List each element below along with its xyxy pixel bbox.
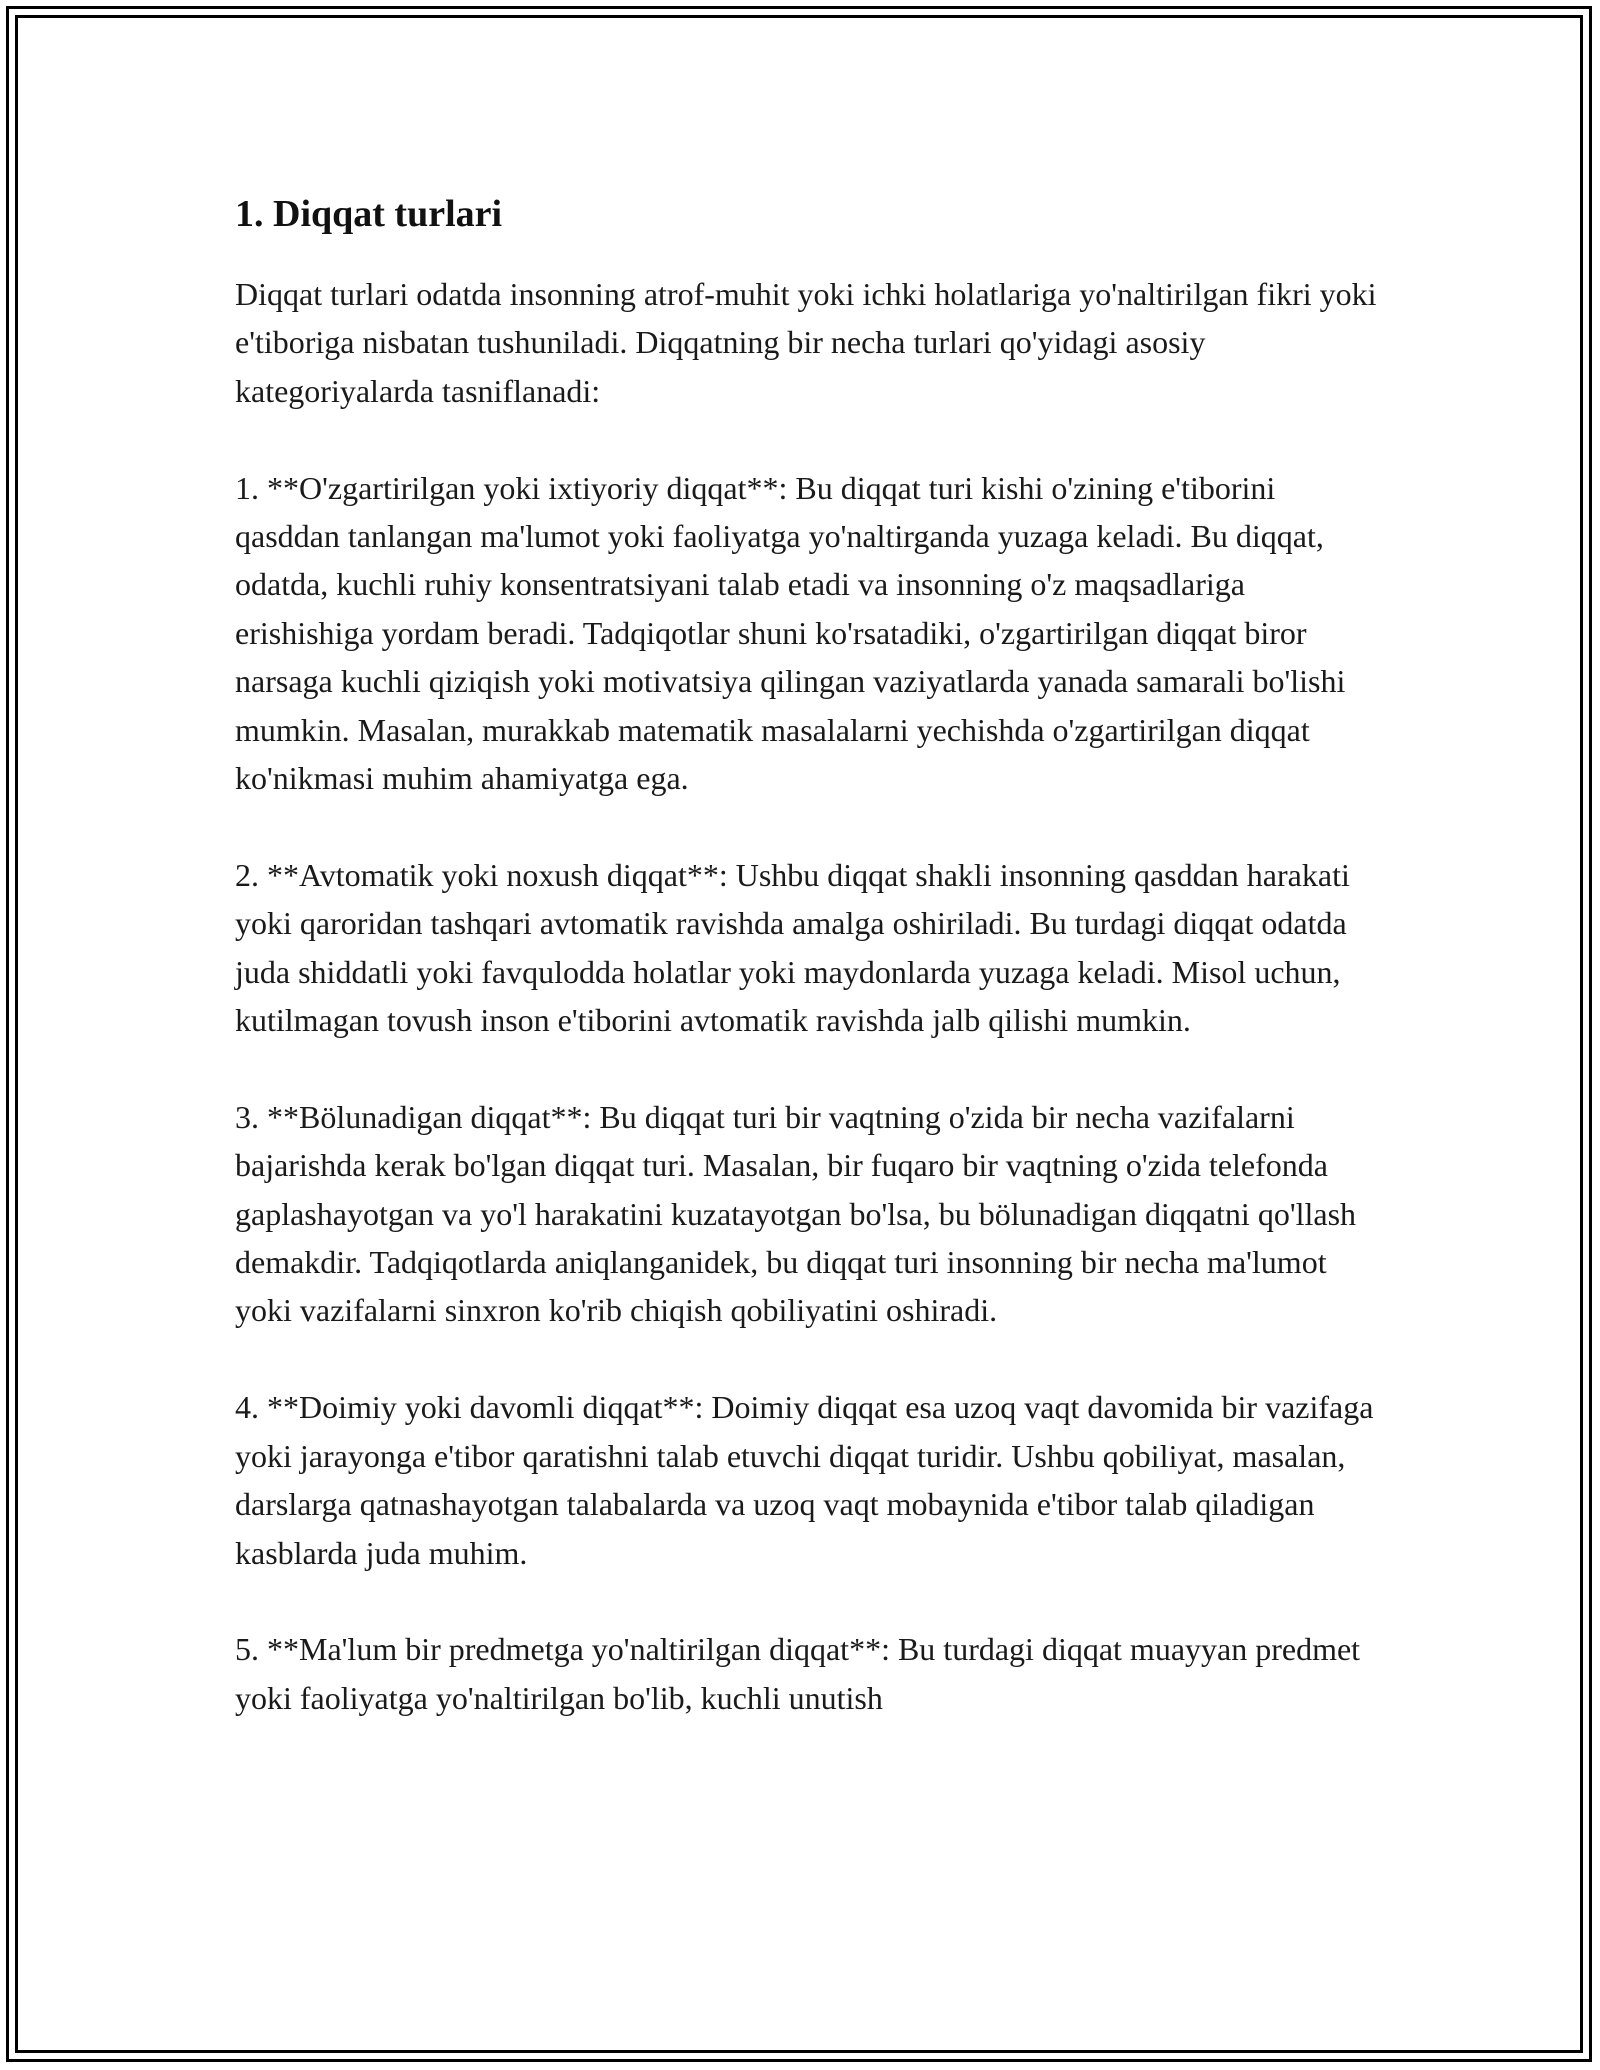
- section-heading: 1. Diqqat turlari: [235, 193, 503, 235]
- paragraph-voluntary-attention: 1. **O'zgartirilgan yoki ixtiyoriy diqqat**: Bu diqqat turi kishi o'zining e'tiborini qasddan tanlangan ma'lumot yoki faoliyatga yo'naltirganda yuzaga keladi. Bu diqqat, odatda, kuchli ruhiy konsentratsiyani talab etadi va insonning o'z maqsadlariga erishishiga yordam beradi. Tadqiqotlar shuni ko'rsatadiki, o'zgartirilgan diqqat biror narsaga kuchli qiziqish yoki motivatsiya qilingan vaziyatlarda yanada samarali bo'lishi mumkin. Masalan, murakkab matematik masalalarni yechishda o'zgartirilgan diqqat ko'nikmasi muhim ahamiyatga ega.: [235, 469, 1346, 797]
- intro-paragraph: Diqqat turlari odatda insonning atrof-muhit yoki ichki holatlariga yo'naltirilgan fikri yoki e'tiboriga nisbatan tushuniladi. Diqqatning bir necha turlari qo'yidagi asosiy kategoriyalarda tasniflanadi:: [235, 276, 1377, 409]
- paragraph-subject-attention: 5. **Ma'lum bir predmetga yo'naltirilgan diqqat**: Bu turdagi diqqat muayyan predmet yoki faoliyatga yo'naltirilgan bo'lib, kuchli unutish: [235, 1631, 1361, 1716]
- document-body: [235, 190, 1385, 1771]
- paragraph-automatic-attention: 2. **Avtomatik yoki noxush diqqat**: Ushbu diqqat shakli insonning qasddan harakati yoki qaroridan tashqari avtomatik ravishda amalga oshiriladi. Bu turdagi diqqat odatda juda shiddatli yoki favqulodda holatlar yoki maydonlarda yuzaga keladi. Misol uchun, kutilmagan tovush inson e'tiborini avtomatik ravishda jalb qilishi mumkin.: [235, 856, 1350, 1039]
- paragraph-divided-attention: 3. **Bölunadigan diqqat**: Bu diqqat turi bir vaqtning o'zida bir necha vazifalarni bajarishda kerak bo'lgan diqqat turi. Masalan, bir fuqaro bir vaqtning o'zida telefonda gaplashayotgan va yo'l harakatini kuzatayotgan bo'lsa, bu bölunadigan diqqatni qo'llash demakdir. Tadqiqotlarda aniqlanganidek, bu diqqat turi insonning bir necha ma'lumot yoki vazifalarni sinxron ko'rib chiqish qobiliyatini oshiradi.: [235, 1098, 1357, 1329]
- paragraph-sustained-attention: 4. **Doimiy yoki davomli diqqat**: Doimiy diqqat esa uzoq vaqt davomida bir vazifaga yoki jarayonga e'tibor qaratishni talab etuvchi diqqat turidir. Ushbu qobiliyat, masalan, darslarga qatnashayotgan talabalarda va uzoq vaqt mobaynida e'tibor talab qiladigan kasblarda juda muhim.: [235, 1389, 1374, 1571]
